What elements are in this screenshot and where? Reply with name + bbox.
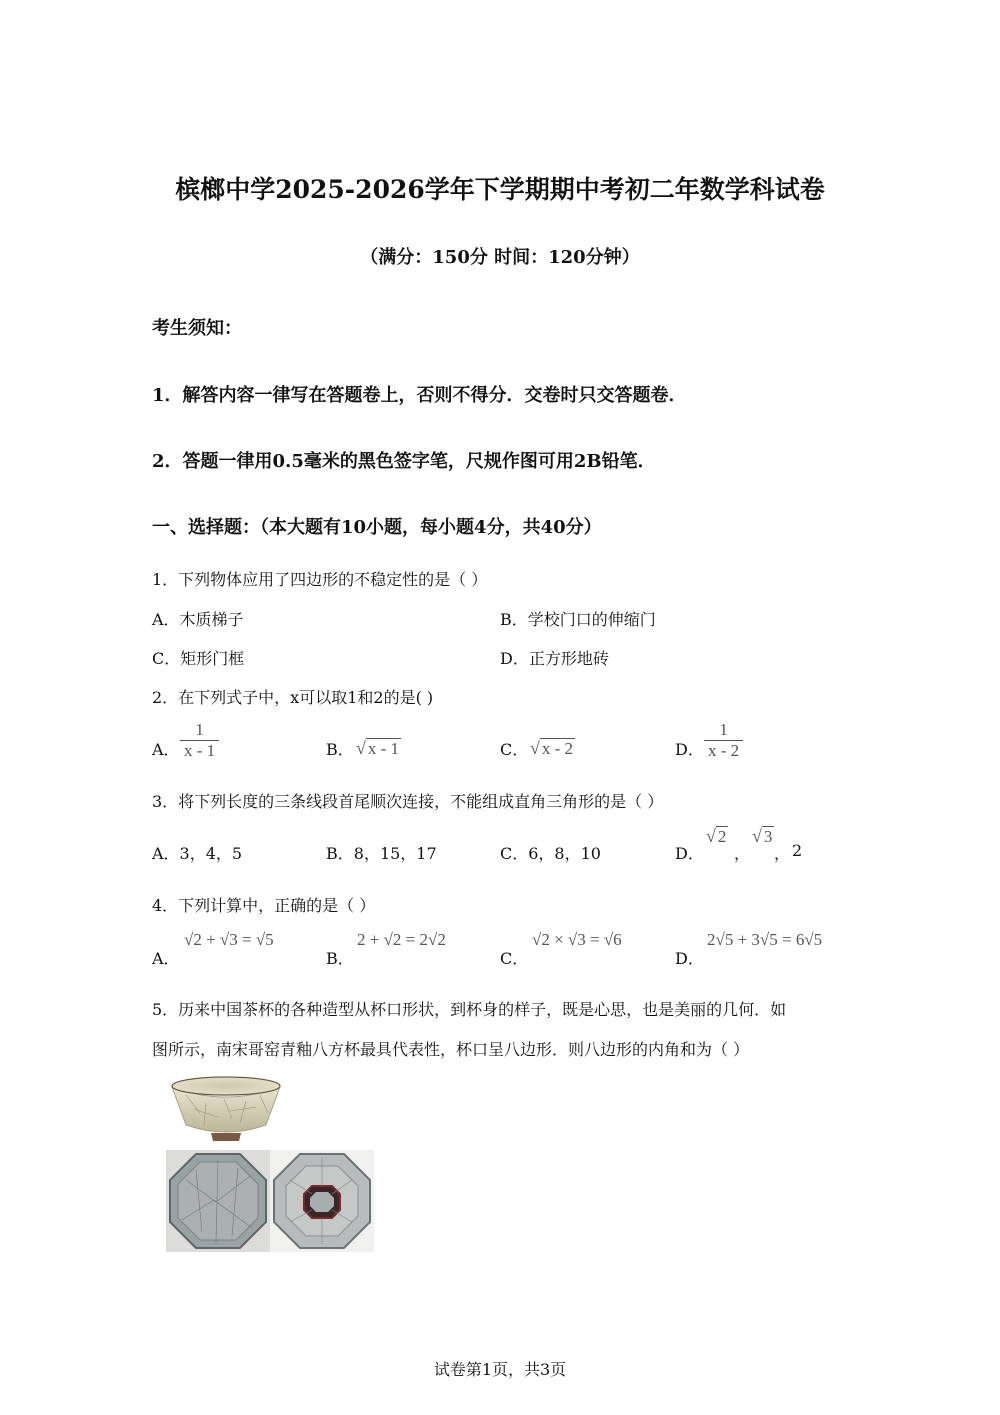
page-footer: 试卷第1页，共3页 <box>433 1360 567 1379</box>
question-1-option-a: A．木质梯子 <box>152 610 244 629</box>
question-4-stem: 4．下列计算中，正确的是（ ） <box>152 896 376 915</box>
question-1-option-b: B．学校门口的伸缩门 <box>500 610 656 629</box>
question-5-line-1: 5．历来中国茶杯的各种造型从杯口形状，到杯身的样子，既是心思，也是美丽的几何．如 <box>152 1000 787 1019</box>
question-3-option-d-sqrt2 <box>706 826 728 847</box>
question-2-option-a-fraction <box>180 720 219 760</box>
fraction-denominator: x - 2 <box>704 740 743 761</box>
question-4-label-c: C． <box>500 949 529 968</box>
question-2-label-b: B． <box>326 740 354 759</box>
question-2-option-d-fraction <box>704 720 743 760</box>
question-3-option-c: C．6，8，10 <box>500 844 601 863</box>
question-3-option-b: B．8，15，17 <box>326 844 437 863</box>
question-2-label-a: A． <box>152 740 180 759</box>
radicand: x - 2 <box>541 739 574 758</box>
question-2-label-c: C． <box>500 740 529 759</box>
notice-heading: 考生须知： <box>152 318 242 339</box>
radicand: 2 <box>717 827 727 846</box>
question-3-option-d-label: D． <box>675 844 704 863</box>
question-3-option-d-sqrt3 <box>752 826 774 847</box>
question-4-option-b-expr: 2 + √2 = 2√2 <box>357 930 446 949</box>
notice-item-2: 2．答题一律用0.5毫米的黑色签字笔，尺规作图可用2B铅笔． <box>152 451 656 472</box>
radicand: x - 1 <box>367 739 400 758</box>
question-3-option-d-tail: 2 <box>792 841 803 860</box>
question-2-option-b-sqrt <box>356 738 401 759</box>
teacup-top-views-photo <box>166 1150 374 1252</box>
radical-sign: √ <box>706 826 716 846</box>
radical-sign: √ <box>356 738 366 758</box>
question-4-option-a-expr: √2 + √3 = √5 <box>184 930 274 949</box>
radical-sign: √ <box>752 826 762 846</box>
question-4-label-d: D． <box>675 949 704 968</box>
question-4-option-c-expr: √2 × √3 = √6 <box>532 930 622 949</box>
separator-comma: ， <box>774 844 791 863</box>
question-1-stem: 1．下列物体应用了四边形的不稳定性的是（ ） <box>152 570 488 589</box>
radicand: 3 <box>763 827 773 846</box>
question-5-line-2: 图所示，南宋哥窑青釉八方杯最具代表性，杯口呈八边形．则八边形的内角和为（ ） <box>152 1040 750 1059</box>
section-heading: 一、选择题：（本大题有10小题，每小题4分，共40分） <box>152 517 602 538</box>
fraction-numerator: 1 <box>719 720 728 739</box>
question-4-label-b: B． <box>326 949 354 968</box>
question-1-option-c: C．矩形门框 <box>152 649 245 668</box>
question-4-option-d-expr: 2√5 + 3√5 = 6√5 <box>707 930 823 949</box>
fraction-numerator: 1 <box>195 720 204 739</box>
question-2-stem: 2．在下列式子中，x可以取1和2的是( ) <box>152 688 434 707</box>
exam-info: （满分：150分 时间：120分钟） <box>360 247 640 268</box>
page-title: 槟榔中学2025-2026学年下学期期中考初二年数学科试卷 <box>175 175 825 204</box>
separator-comma: ， <box>734 844 751 863</box>
notice-item-1: 1．解答内容一律写在答题卷上，否则不得分．交卷时只交答题卷． <box>152 385 687 406</box>
question-3-option-a: A．3，4，5 <box>152 844 243 863</box>
radical-sign: √ <box>530 738 540 758</box>
fraction-denominator: x - 1 <box>180 740 219 761</box>
question-1-option-d: D．正方形地砖 <box>500 649 609 668</box>
question-4-label-a: A． <box>152 949 180 968</box>
teacup-side-photo <box>166 1073 286 1145</box>
question-2-label-d: D． <box>675 740 704 759</box>
question-3-stem: 3．将下列长度的三条线段首尾顺次连接，不能组成直角三角形的是（ ） <box>152 792 664 811</box>
question-2-option-c-sqrt <box>530 738 575 759</box>
